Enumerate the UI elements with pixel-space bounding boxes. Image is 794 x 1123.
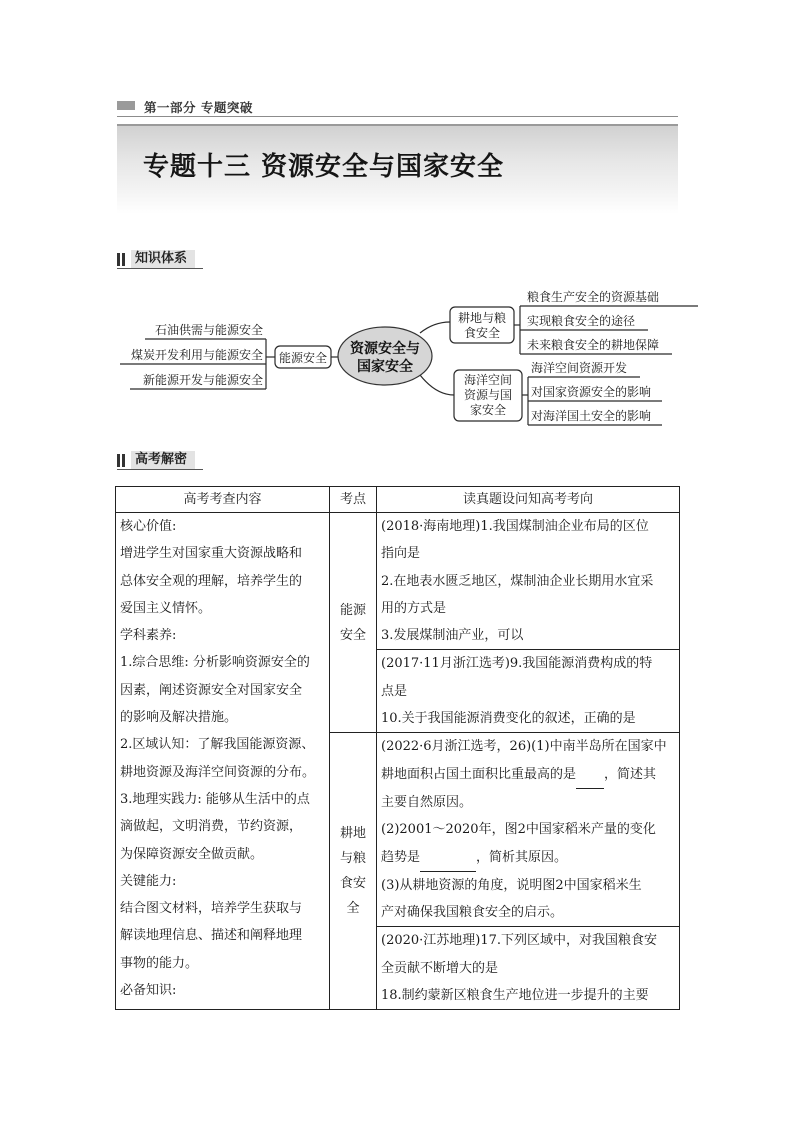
energy-node: 能源安全 (278, 351, 328, 365)
question-line: 全贡献不断增大的是 (381, 960, 499, 976)
page-title: 专题十三 资源安全与国家安全 (143, 152, 505, 182)
question-line: (2022·6月浙江选考，26)(1)中南半岛所在国家中 (381, 739, 667, 755)
question-text: ，简述其 (604, 766, 657, 782)
question-line: 18.制约蒙新区粮食生产地位进一步提升的主要 (381, 988, 649, 1004)
section-title-knowledge: 知识体系 (131, 250, 195, 268)
point-line: 与粮 (339, 851, 366, 867)
energy-item-3: 新能源开发与能源安全 (142, 373, 263, 387)
content-line: 滴做起，文明消费，节约资源， (120, 819, 303, 835)
farmland-item-3: 未来粮食安全的耕地保障 (527, 338, 660, 352)
ocean-item-2: 对国家资源安全的影响 (531, 385, 652, 399)
question-cell-2017-zhejiang (377, 650, 680, 733)
farmland-node-line-2: 食安全 (463, 326, 501, 340)
content-line: 解读地理信息、描述和阐释地理 (120, 928, 303, 944)
part-label: 第一部分 专题突破 (144, 100, 253, 115)
point-line: 食安 (339, 876, 366, 892)
question-line: (2017·11月浙江选考)9.我国能源消费构成的特 (381, 656, 653, 672)
point-farmland-cell (330, 733, 377, 1010)
question-line: (3)从耕地资源的角度，说明图2中国家稻米生 (381, 877, 642, 893)
question-line: 2.在地表水匮乏地区，煤制油企业长期用水宜采 (381, 573, 654, 589)
question-line (381, 844, 675, 872)
section-underline (117, 469, 203, 470)
header-point: 考点 (330, 487, 377, 513)
ocean-item-1: 海洋空间资源开发 (531, 361, 628, 375)
ocean-node-line-3: 家安全 (469, 403, 507, 417)
question-line: 产对确保我国粮食安全的启示。 (381, 905, 564, 921)
section-marker-icon (117, 454, 125, 467)
content-line: 因素，阐述资源安全对国家安全 (120, 682, 303, 698)
header-direction: 读真题设问知高考考向 (377, 487, 680, 513)
content-line: 事物的能力。 (120, 955, 199, 971)
exam-analysis-table (115, 486, 680, 1010)
point-energy-cell (330, 513, 377, 733)
question-line (381, 761, 675, 789)
table-row (116, 513, 680, 650)
answer-blank (576, 761, 604, 789)
question-cell-2018-hainan (377, 513, 680, 650)
farmland-node-line-1: 耕地与粮 (457, 311, 507, 325)
content-line: 总体安全观的理解，培养学生的 (120, 573, 303, 589)
content-line: 2.区域认知：了解我国能源资源、 (120, 737, 315, 753)
content-line: 学科素养: (120, 628, 177, 644)
energy-item-2: 煤炭开发利用与能源安全 (130, 348, 263, 362)
table-header-row (116, 487, 680, 513)
content-line: 为保障资源安全做贡献。 (120, 846, 264, 862)
question-line: 主要自然原因。 (381, 794, 473, 810)
point-line: 耕地 (339, 826, 366, 842)
center-line-2: 国家安全 (357, 359, 413, 375)
question-line: 10.关于我国能源消费变化的叙述，正确的是 (381, 711, 636, 727)
content-line: 核心价值: (120, 519, 177, 534)
header-content: 高考考查内容 (116, 487, 330, 513)
point-line: 安全 (339, 627, 366, 643)
question-line: 点是 (381, 683, 408, 699)
answer-blank (420, 844, 476, 872)
question-line: (2018·海南地理)1.我国煤制油企业布局的区位 (381, 519, 649, 534)
section-heading-exam (117, 451, 195, 469)
exam-content-cell (116, 513, 330, 1010)
question-line: (2)2001～2020年，图2中国家稻米产量的变化 (381, 822, 656, 838)
question-line: 3.发展煤制油产业，可以 (381, 628, 524, 644)
farmland-item-2: 实现粮食安全的途径 (527, 314, 636, 328)
content-line: 增进学生对国家重大资源战略和 (120, 546, 303, 562)
content-line: 关键能力: (120, 873, 177, 889)
ocean-node-line-1: 海洋空间 (463, 373, 513, 387)
question-cell-2022-zhejiang (377, 733, 680, 927)
energy-item-1: 石油供需与能源安全 (154, 323, 263, 337)
question-cell-2020-jiangsu (377, 927, 680, 1010)
question-line: (2020·江苏地理)17.下列区域中，对我国粮食安 (381, 933, 658, 949)
point-line: 能源 (339, 602, 366, 618)
content-line: 耕地资源及海洋空间资源的分布。 (120, 764, 316, 780)
question-text: 耕地面积占国土面积比重最高的是 (381, 766, 577, 782)
point-line: 全 (346, 901, 360, 917)
section-title-exam: 高考解密 (131, 451, 195, 469)
content-line: 结合图文材料，培养学生获取与 (120, 901, 303, 917)
question-line: 指向是 (381, 546, 421, 562)
question-text: ，简析其原因。 (476, 849, 568, 865)
center-line-1: 资源安全与 (350, 341, 420, 357)
ocean-node-line-2: 资源与国 (463, 388, 513, 402)
content-line: 的影响及解决措施。 (120, 710, 238, 726)
question-line: 用的方式是 (381, 600, 447, 616)
content-line: 3.地理实践力: 能够从生活中的点 (120, 791, 310, 807)
content-line: 必备知识: (120, 983, 177, 999)
content-line: 1.综合思维: 分析影响资源安全的 (120, 655, 310, 671)
content-line: 爱国主义情怀。 (120, 600, 212, 616)
ocean-item-3: 对海洋国土安全的影响 (531, 409, 652, 423)
question-text: 趋势是 (381, 849, 421, 865)
farmland-item-1: 粮食生产安全的资源基础 (527, 290, 660, 304)
